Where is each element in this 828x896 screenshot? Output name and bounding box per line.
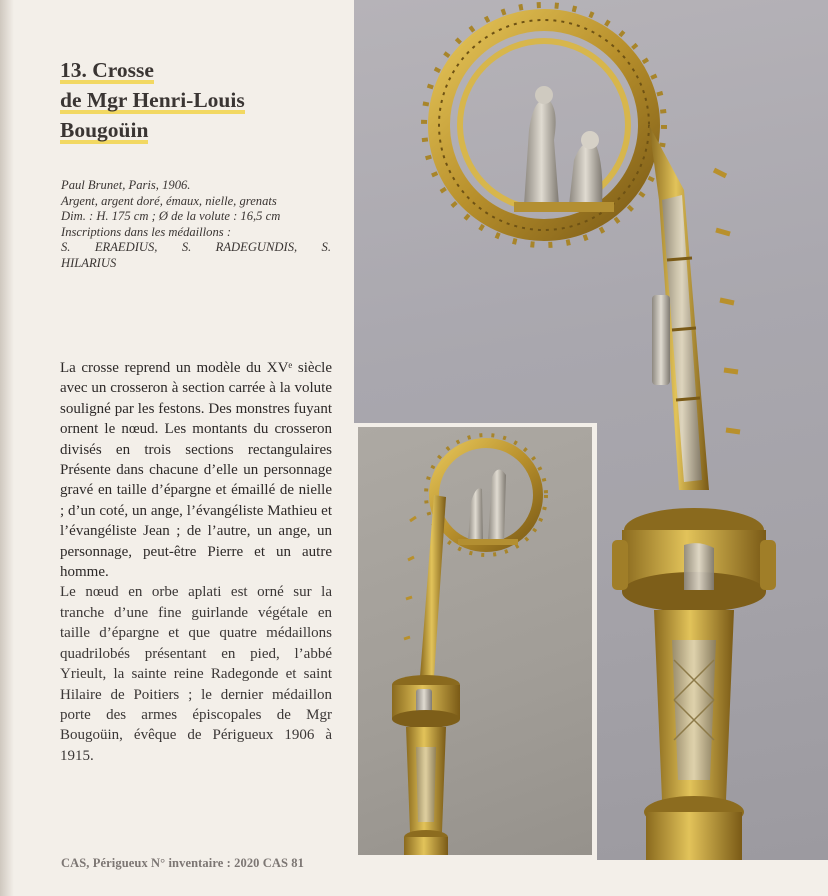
inset-knop <box>392 675 460 728</box>
inscription-word: S. <box>321 240 331 255</box>
inscriptions-label: Inscriptions dans les médaillons : <box>61 224 232 239</box>
crosier-knop <box>612 508 776 612</box>
crook-shaft <box>649 125 740 490</box>
inscription-word: S. <box>61 240 71 255</box>
inset-volute <box>426 435 546 555</box>
entry-metadata <box>61 178 331 272</box>
description-paragraph-2: Le nœud en orbe aplati est orné sur la tranche d’une fine guirlande végétale en taille d’épargne et que quatre médaillons quadrilobés présentant en pied, l’abbé Yrieult, la sainte reine Radegonde et saint Hilaire de Poitiers ; le dernier médaillon porte des armes épiscopales de Mgr Bougoüin, évêque de Périgueux 1906 à 1915. <box>60 584 332 764</box>
title-line-2: de Mgr Henri-Louis <box>60 85 245 115</box>
inscription-word: RADEGUNDIS, <box>215 240 298 255</box>
crosier-full-illustration <box>358 427 592 855</box>
inset-shaft <box>404 495 446 677</box>
crosier-photo-inset <box>358 427 592 855</box>
volute-figures <box>514 86 614 212</box>
inset-staff <box>404 727 448 855</box>
entry-description <box>60 358 332 766</box>
inventory-caption: CAS, Périgueux N° inventaire : 2020 CAS 81 <box>61 856 304 870</box>
inscriptions-line <box>61 240 331 256</box>
description-paragraph-1: La crosse reprend un modèle du XVᵉ siècle avec un crosseron à section carrée à la volute souligné par les festons. Des monstres fuyant ornent le nœud. Les montants du crosseron divisés en trois sections rectangulaires Présente dans chacune d’elle un personnage gravé en taille d’épargne et émaillé de nielle ; d’un coté, un ange, l’évangéliste Mathieu et l’évangéliste Jean ; de l’autre, un ange, un personnage, peut-être Pierre et un autre homme. <box>60 360 332 581</box>
materials-line: Argent, argent doré, émaux, nielle, grenats <box>61 193 277 208</box>
inscription-word: ERAEDIUS, <box>94 240 158 255</box>
inscription-word: S. <box>181 240 192 255</box>
title-line-3: Bougoüin <box>60 115 148 145</box>
dimensions-line: Dim. : H. 175 cm ; Ø de la volute : 16,5 cm <box>61 209 281 224</box>
title-line-1: 13. Crosse <box>60 55 154 85</box>
maker-line: Paul Brunet, Paris, 1906. <box>61 178 191 192</box>
entry-title <box>60 55 245 145</box>
crosier-staff <box>644 610 744 860</box>
page-gutter-shadow <box>0 0 14 896</box>
inscriptions-end: HILARIUS <box>61 255 117 270</box>
